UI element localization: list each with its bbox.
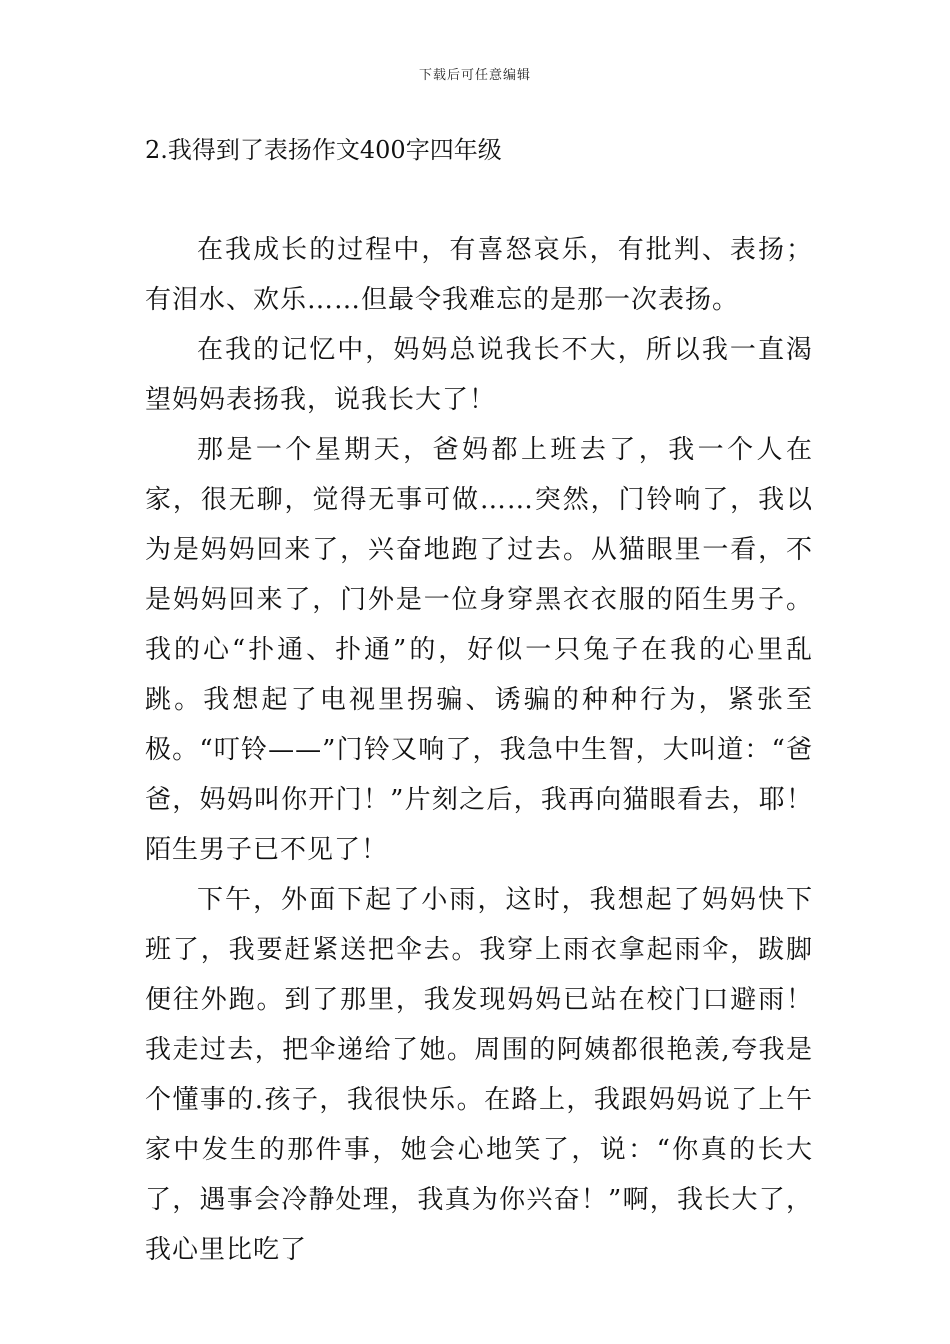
paragraph-1: 在我成长的过程中，有喜怒哀乐，有批判、表扬；有泪水、欢乐……但最令我难忘的是那一次表扬。	[145, 235, 813, 315]
document-title: 2.我得到了表扬作文400字四年级	[145, 136, 502, 164]
document-body	[145, 225, 813, 1275]
paragraph-3: 那是一个星期天，爸妈都上班去了，我一个人在家，很无聊，觉得无事可做……突然，门铃响了，我以为是妈妈回来了，兴奋地跑了过去。从猫眼里一看，不是妈妈回来了，门外是一位身穿黑衣衣服的陌生男子。我的心“扑通、扑通”的，好似一只兔子在我的心里乱跳。我想起了电视里拐骗、诱骗的种种行为，紧张至极。“叮铃——”门铃又响了，我急中生智，大叫道：“爸爸，妈妈叫你开门！”片刻之后，我再向猫眼看去，耶！陌生男子已不见了！	[145, 435, 813, 865]
paragraph-4: 下午，外面下起了小雨，这时，我想起了妈妈快下班了，我要赶紧送把伞去。我穿上雨衣拿起雨伞，跋脚便往外跑。到了那里，我发现妈妈已站在校门口避雨！我走过去，把伞递给了她。周围的阿姨都很艳羡,夸我是个懂事的.孩子，我很快乐。在路上，我跟妈妈说了上午家中发生的那件事，她会心地笑了，说：“你真的长大了，遇事会冷静处理，我真为你兴奋！”啊，我长大了，我心里比吃了	[145, 885, 813, 1265]
paragraph-2: 在我的记忆中，妈妈总说我长不大，所以我一直渴望妈妈表扬我，说我长大了！	[145, 335, 813, 415]
header-note: 下载后可任意编辑	[418, 68, 531, 83]
